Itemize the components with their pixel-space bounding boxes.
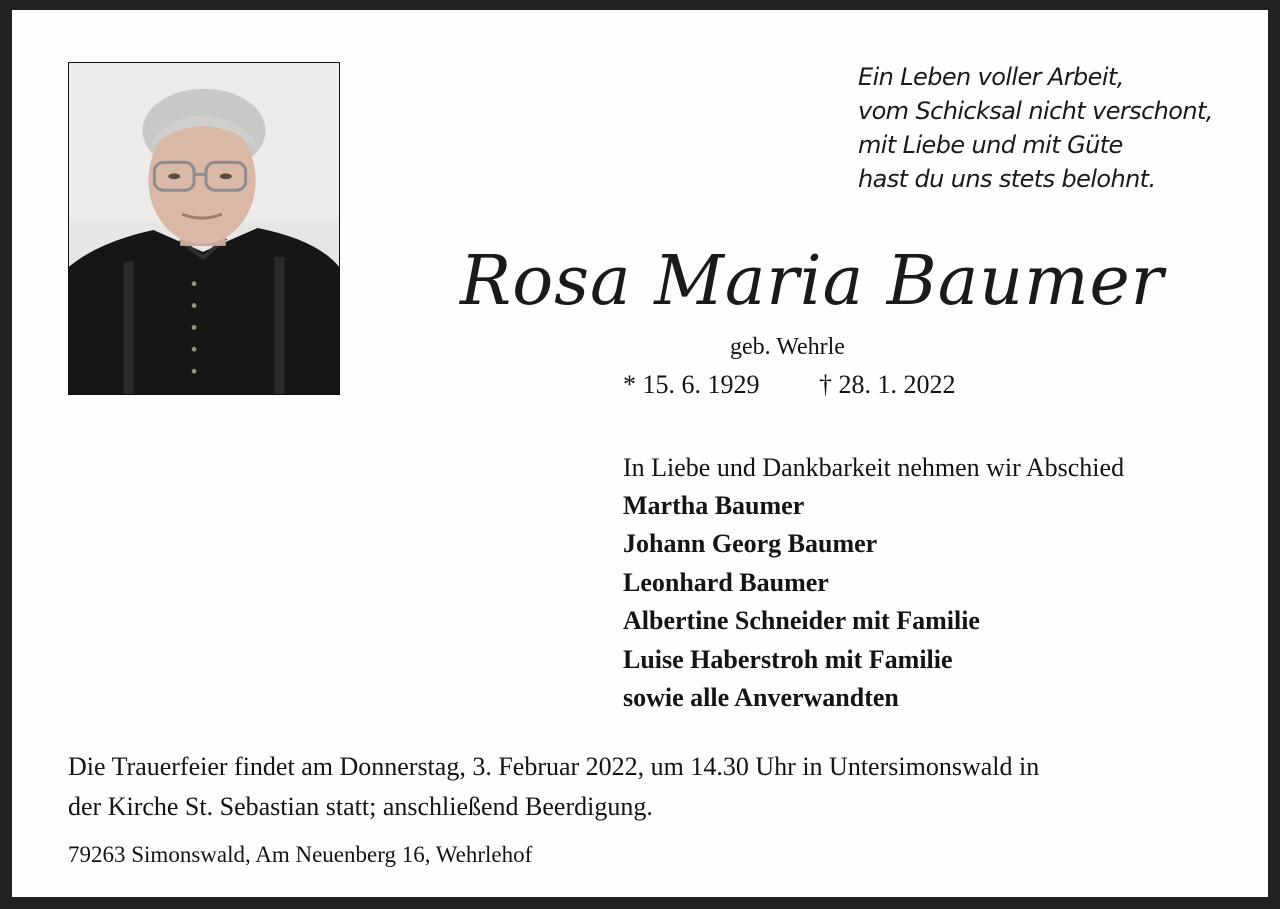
verse-line: vom Schicksal nicht verschont, — [858, 97, 1213, 125]
funeral-info-line: Die Trauerfeier findet am Donnerstag, 3. Februar 2022, um 14.30 Uhr in Untersimonswald in — [68, 752, 1040, 781]
mourner-name: Luise Haberstroh mit Familie — [623, 644, 953, 674]
verse-line: hast du uns stets belohnt. — [858, 165, 1156, 193]
mourner-name: Leonhard Baumer — [623, 567, 829, 597]
death-date: † 28. 1. 2022 — [819, 370, 956, 399]
obituary-card — [12, 10, 1268, 897]
portrait-photo — [68, 62, 340, 395]
life-dates — [623, 368, 956, 402]
mourners-list — [623, 487, 980, 717]
deceased-name: Rosa Maria Baumer — [460, 242, 1165, 321]
verse-line: Ein Leben voller Arbeit, — [858, 63, 1124, 91]
farewell-intro: In Liebe und Dankbarkeit nehmen wir Abschied — [623, 453, 1125, 482]
memorial-verse — [858, 60, 1213, 196]
mourner-name: Albertine Schneider mit Familie — [623, 606, 980, 636]
mourner-name: sowie alle Anverwandten — [623, 683, 899, 713]
verse-line: mit Liebe und mit Güte — [858, 131, 1123, 159]
mourner-name: Johann Georg Baumer — [623, 529, 878, 559]
funeral-info — [68, 747, 1039, 827]
funeral-info-line: der Kirche St. Sebastian statt; anschließend Beerdigung. — [68, 792, 653, 821]
maiden-name: geb. Wehrle — [730, 334, 845, 360]
birth-date: * 15. 6. 1929 — [623, 370, 760, 399]
mourner-name: Martha Baumer — [623, 491, 805, 520]
family-address: 79263 Simonswald, Am Neuenberg 16, Wehrlehof — [68, 842, 533, 867]
